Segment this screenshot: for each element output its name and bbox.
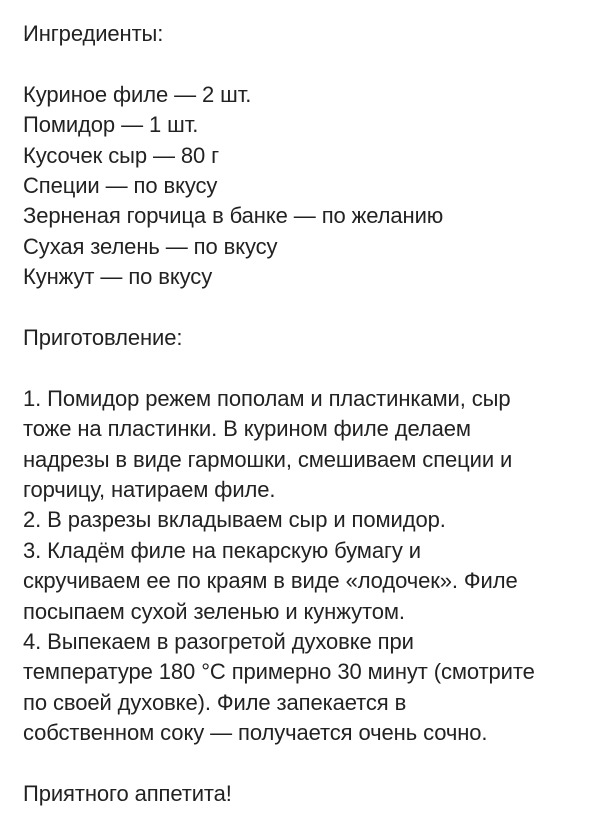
step-line: тоже на пластинки. В курином филе делаем [23, 416, 471, 442]
step-line: 3. Кладём филе на пекарскую бумагу и [23, 537, 421, 563]
step-line: скручиваем ее по краям в виде «лодочек». Филе [23, 568, 518, 594]
preparation-steps [23, 384, 583, 749]
step-line: собственном соку — получается очень сочно. [23, 720, 488, 746]
step-line: надрезы в виде гармошки, смешиваем специи и [23, 446, 513, 472]
ingredient-item: Помидор — 1 шт. [23, 112, 199, 138]
step-line: 4. Выпекаем в разогретой духовке при [23, 629, 414, 655]
step-line: посыпаем сухой зеленью и кунжутом. [23, 598, 405, 624]
closing-text: Приятного аппетита! [23, 781, 232, 807]
step-line: горчицу, натираем филе. [23, 477, 276, 503]
ingredient-item: Зерненая горчица в банке — по желанию [23, 203, 444, 229]
ingredient-item: Куриное филе — 2 шт. [23, 81, 252, 107]
ingredients-heading: Ингредиенты: [23, 21, 164, 46]
ingredient-item: Кунжут — по вкусу [23, 264, 213, 290]
recipe-document [23, 19, 583, 810]
step-line: температуре 180 °C примерно 30 минут (смотрите [23, 659, 535, 685]
ingredient-item: Специи — по вкусу [23, 173, 218, 199]
step-line: по своей духовке). Филе запекается в [23, 689, 407, 715]
ingredient-item: Кусочек сыр — 80 г [23, 142, 220, 168]
step-line: 1. Помидор режем пополам и пластинками, сыр [23, 385, 511, 411]
preparation-step-4 [23, 627, 583, 749]
step-line: 2. В разрезы вкладываем сыр и помидор. [23, 507, 446, 533]
preparation-step-1 [23, 384, 583, 506]
spacer [23, 49, 583, 79]
spacer [23, 293, 583, 323]
preparation-step-2 [23, 505, 583, 535]
preparation-step-3 [23, 536, 583, 627]
spacer [23, 353, 583, 383]
ingredients-list [23, 80, 583, 293]
preparation-heading: Приготовление: [23, 325, 183, 351]
spacer [23, 749, 583, 779]
ingredient-item: Сухая зелень — по вкусу [23, 233, 278, 259]
